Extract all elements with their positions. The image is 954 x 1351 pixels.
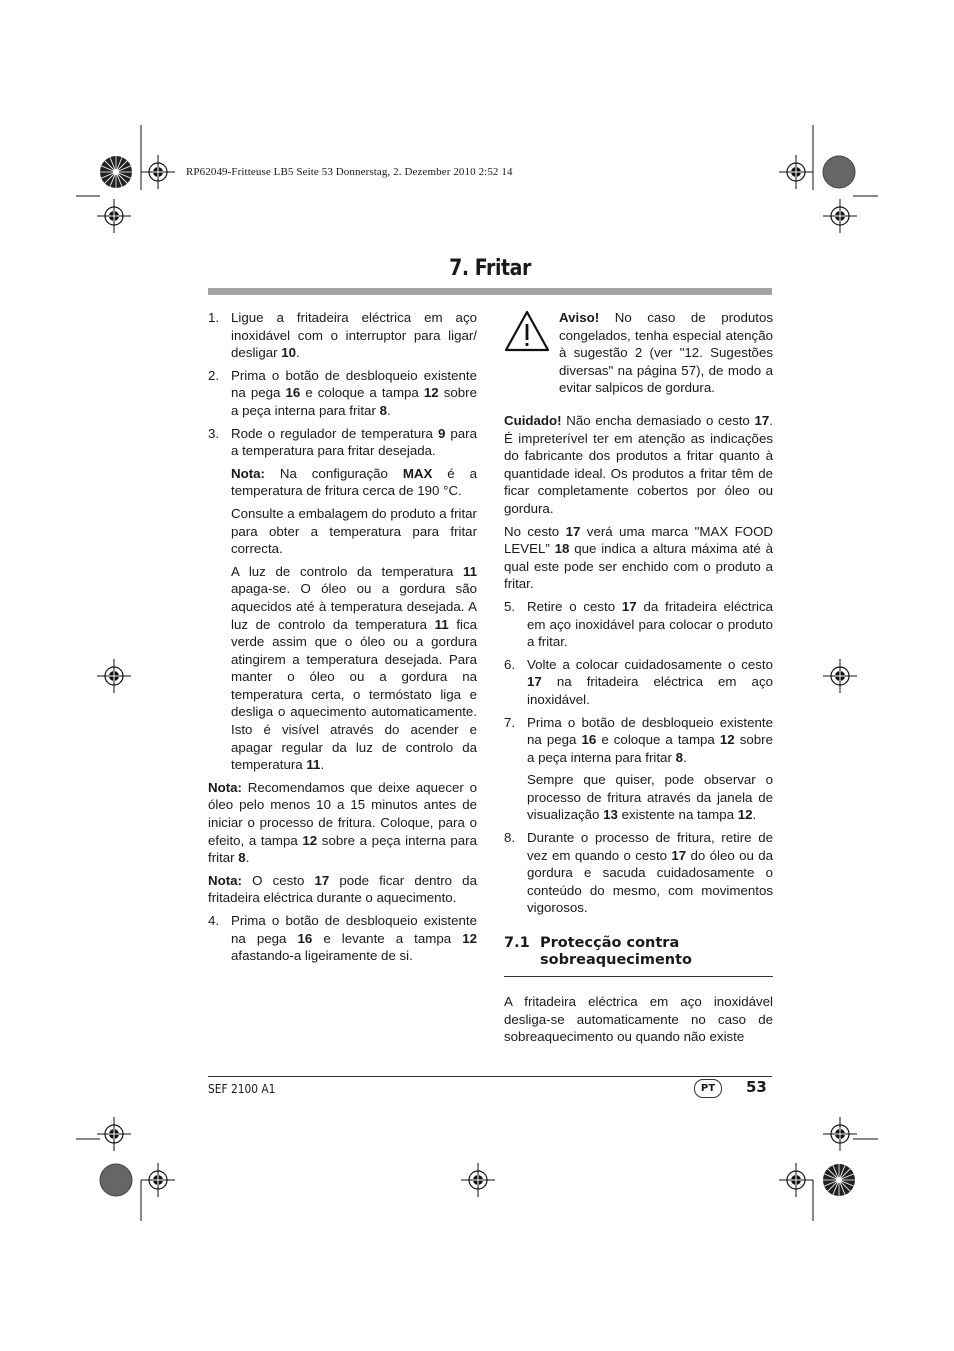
page-title: 7. Fritar [449, 256, 531, 281]
title-rule [208, 288, 772, 295]
right-column [504, 309, 773, 1051]
caution-paragraph: Cuidado! Não encha demasiado o cesto 17. É impreterível ter em atenção as indicações do fabricante dos produtos a fritar quanto à quantidade ideal. Os produtos a fritar têm de ficar completamente cobertos por óleo ou gordura. [504, 413, 773, 516]
list-item: 3. Rode o regulador de temperatura 9 para a temperatura para fritar desejada. [208, 425, 477, 459]
list-item: 1. Ligue a fritadeira eléctrica em aço inoxidável com o interruptor para ligar/ desligar 10. [208, 310, 477, 361]
page-number: 53 [746, 1078, 767, 1096]
left-column [208, 309, 477, 970]
list-item: 7. Prima o botão de desbloqueio existente na pega 16 e coloque a tampa 12 sobre a peça interna para fritar 8. [504, 714, 773, 765]
list-item: 6. Volte a colocar cuidadosamente o cesto 17 na fritadeira eléctrica em aço inoxidável. [504, 656, 773, 707]
language-badge: PT [694, 1079, 722, 1098]
warning-triangle-icon [504, 309, 550, 353]
section-body: A fritadeira eléctrica em aço inoxidável desliga-se automaticamente no caso de sobreaquecimento ou quando não existe [504, 994, 773, 1045]
note-paragraph: Nota: Na configuração MAX é a temperatura de fritura cerca de 190 °C. [231, 465, 477, 499]
paragraph: Sempre que quiser, pode observar o processo de fritura através da janela de visualização 13 existente na tampa 12. [527, 772, 773, 823]
warning-block: Aviso! No caso de produtos congelados, tenha especial atenção à sugestão 2 (ver "12. Sugestões diversas" na página 57), de modo a evitar salpicos de gordura. [504, 309, 773, 409]
print-header-line: RP62049-Fritteuse LB5 Seite 53 Donnerstag, 2. Dezember 2010 2:52 14 [186, 166, 513, 178]
note-paragraph: Nota: Recomendamos que deixe aquecer o óleo pelo menos 10 a 15 minutos antes de iniciar o processo de fritura. Coloque, para o efeito, a tampa 12 sobre a peça interna para fritar 8. [208, 779, 477, 866]
footer-model: SEF 2100 A1 [208, 1081, 276, 1096]
note-paragraph: Nota: O cesto 17 pode ficar dentro da fritadeira eléctrica durante o aquecimento. [208, 872, 477, 906]
list-item: 8. Durante o processo de fritura, retire de vez em quando o cesto 17 do óleo ou da gordura e sacuda cuidadosamente o conteúdo do mesmo, com movimentos vigorosos. [504, 830, 773, 916]
paragraph: Consulte a embalagem do produto a fritar para obter a temperatura para fritar correcta. [231, 505, 477, 557]
list-item: 4. Prima o botão de desbloqueio existente na pega 16 e levante a tampa 12 afastando-a ligeiramente de si. [208, 913, 477, 964]
list-item: 5. Retire o cesto 17 da fritadeira eléctrica em aço inoxidável para colocar o produto a fritar. [504, 598, 773, 650]
footer-rule [208, 1076, 772, 1077]
paragraph: No cesto 17 verá uma marca "MAX FOOD LEVEL” 18 que indica a altura máxima até à qual este pode ser enchido com o produto a fritar. [504, 523, 774, 592]
list-item: 2. Prima o botão de desbloqueio existente na pega 16 e coloque a tampa 12 sobre a peça interna para fritar 8. [208, 367, 477, 418]
paragraph: A luz de controlo da temperatura 11 apaga-se. O óleo ou a gordura são aquecidos até à temperatura desejada. A luz de controlo da temperatura 11 fica verde assim que o óleo ou a gordura atingirem a temperatura desejada. Para manter o óleo ou a gordura na temperatura certa, o termóstato liga e desliga o aquecimento automaticamente. Isto é visível através do acender e apagar regular da luz de controlo da temperatura 11. [231, 563, 478, 773]
section-heading: 7.1 Protecção contra sobreaquecimento [504, 935, 773, 977]
